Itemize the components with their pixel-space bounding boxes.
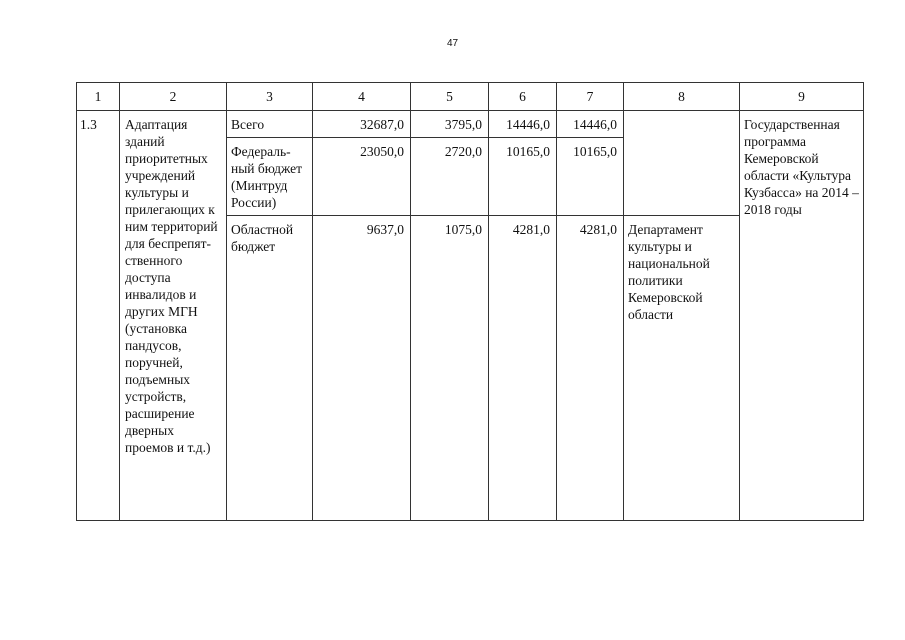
column-header: 9 xyxy=(740,83,864,111)
column-header: 6 xyxy=(489,83,557,111)
year-cell xyxy=(489,216,557,521)
funding-table xyxy=(76,82,864,521)
funding-source: Областной бюджет xyxy=(231,222,294,254)
executor-empty-cell xyxy=(624,111,740,216)
executor-cell xyxy=(624,216,740,521)
funding-year-3: 14446,0 xyxy=(573,117,617,132)
funding-total: 9637,0 xyxy=(366,222,404,237)
funding-year-3: 10165,0 xyxy=(573,144,617,159)
year-cell xyxy=(489,138,557,216)
program-name: Государственная программа Кемеровской области «Культура Кузбасса» на 2014 – 2018 годы xyxy=(744,117,859,217)
column-header: 3 xyxy=(227,83,313,111)
column-header: 2 xyxy=(120,83,227,111)
source-cell xyxy=(227,216,313,521)
funding-year-2: 14446,0 xyxy=(506,117,550,132)
total-cell xyxy=(313,111,411,138)
column-header: 7 xyxy=(557,83,624,111)
activity-description: Адаптация зданий приоритетных учреждений культуры и прилегающих к ним территорий для беспрепят- ственного доступа инвалидов и других МГН (установка пандусов, поручней, подъемных устройств, расширение дверных проемов и т.д.) xyxy=(125,117,218,455)
year-cell xyxy=(411,216,489,521)
year-cell xyxy=(411,138,489,216)
funding-year-1: 3795,0 xyxy=(444,117,482,132)
funding-total: 23050,0 xyxy=(360,144,404,159)
year-cell xyxy=(557,138,624,216)
source-cell xyxy=(227,138,313,216)
funding-year-1: 1075,0 xyxy=(444,222,482,237)
column-header: 5 xyxy=(411,83,489,111)
item-number: 1.3 xyxy=(80,117,97,132)
funding-year-2: 10165,0 xyxy=(506,144,550,159)
funding-total: 32687,0 xyxy=(360,117,404,132)
item-number-cell xyxy=(77,111,120,521)
funding-year-1: 2720,0 xyxy=(444,144,482,159)
total-cell xyxy=(313,138,411,216)
executor-name: Департамент культуры и национальной политики Кемеровской области xyxy=(628,222,710,322)
column-header: 8 xyxy=(624,83,740,111)
funding-source: Всего xyxy=(231,117,265,132)
source-cell xyxy=(227,111,313,138)
funding-year-2: 4281,0 xyxy=(512,222,550,237)
column-header: 1 xyxy=(77,83,120,111)
page-number: 47 xyxy=(446,38,459,49)
activity-cell xyxy=(120,111,227,521)
program-cell xyxy=(740,111,864,521)
funding-year-3: 4281,0 xyxy=(579,222,617,237)
year-cell xyxy=(411,111,489,138)
year-cell xyxy=(557,111,624,138)
table-row xyxy=(77,111,864,138)
year-cell xyxy=(557,216,624,521)
total-cell xyxy=(313,216,411,521)
year-cell xyxy=(489,111,557,138)
column-header-row xyxy=(77,83,864,111)
column-header: 4 xyxy=(313,83,411,111)
funding-source: Федераль- ный бюджет (Минтруд России) xyxy=(231,144,303,210)
